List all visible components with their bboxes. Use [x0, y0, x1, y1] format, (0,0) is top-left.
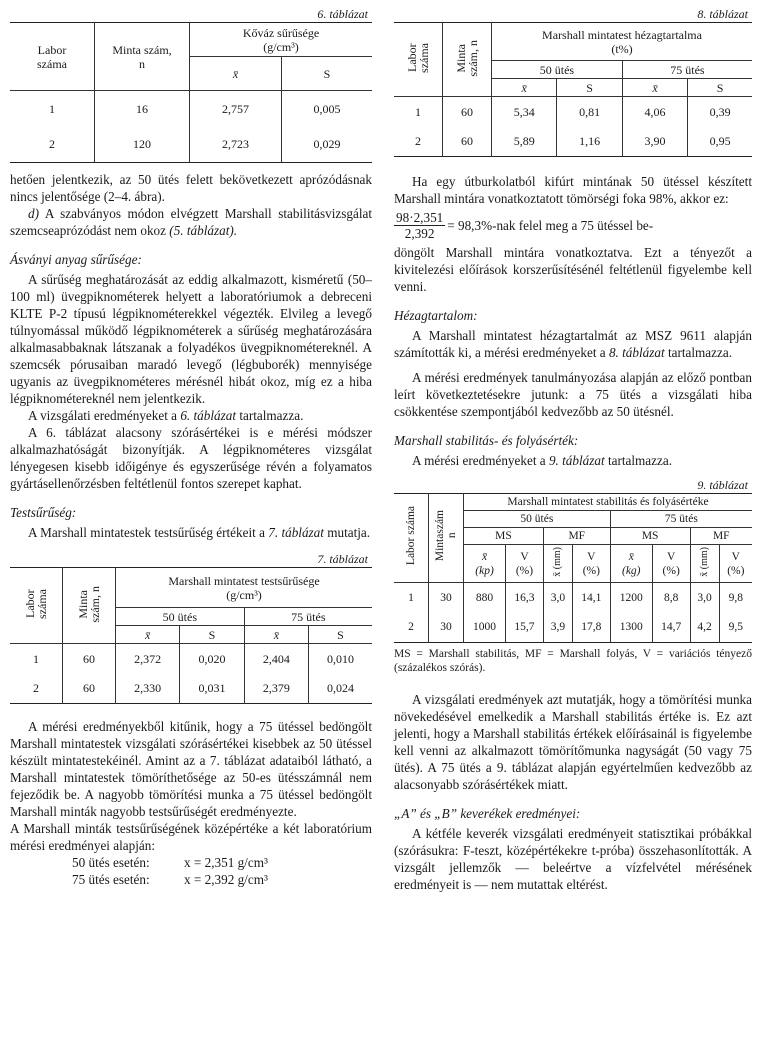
t6-cell: 2: [10, 127, 95, 163]
table-8-caption: 8. táblázat: [697, 7, 748, 21]
t9-cell: 880: [464, 583, 506, 613]
t8-header-minta: Minta szám, n: [454, 39, 480, 77]
t9-header-xkp: x̄ (kp): [475, 550, 494, 577]
paragraph: [10, 205, 372, 239]
t9-header-75: 75 ütés: [610, 511, 752, 528]
t8-header-x: x̄: [622, 79, 687, 97]
t9-cell: 1000: [464, 613, 506, 643]
t8-cell: 5,89: [492, 127, 557, 157]
t8-header-s: S: [688, 79, 752, 97]
table-7-caption: 7. táblázat: [317, 552, 368, 566]
t7-header-labor: Labor száma: [23, 589, 49, 619]
t9-cell: 30: [429, 583, 464, 613]
t8-header-x: x̄: [492, 79, 557, 97]
paragraph: döngölt Marshall mintára vonatkoztatva. Ezt a tényezőt a kivitelezési előírások korszerűsítésénél feltétlenül figyelembe kell venni.: [394, 245, 752, 294]
t6-cell: 0,029: [313, 137, 341, 152]
t7-cell: 2: [10, 674, 63, 704]
text-span: A Marshall mintatest hézagtartalmát az MSZ 9611 alapján számították ki, a mérési eredményeket a: [394, 328, 752, 360]
t8-cell: 0,95: [709, 134, 731, 149]
t9-header-xmm: x̄ (mm): [551, 546, 563, 577]
t7-header-minta: Minta szám, n: [76, 585, 102, 623]
table-7: [10, 567, 372, 704]
t8-cell: 5,34: [492, 97, 557, 127]
text-span: mutatja.: [323, 525, 371, 540]
t7-header-x: x̄: [244, 626, 308, 644]
t9-cell: 14,1: [572, 583, 610, 613]
t9-cell: 9,5: [728, 621, 744, 634]
t9-header-v: V (%): [662, 550, 680, 577]
t9-cell: 3,9: [543, 613, 572, 643]
result-row-50: [10, 854, 372, 871]
t7-cell: 2,379: [244, 674, 308, 704]
section-heading-ab: „A” és „B” keverékek eredményei:: [394, 806, 581, 821]
table-ref: (5. táblázat).: [169, 223, 238, 238]
paragraph: A Marshall minták testsűrűségének középértéke a két laboratórium mérési eredményei alapján:: [10, 821, 372, 853]
t6-header-labor: Labor száma: [37, 42, 67, 71]
t8-cell: 4,06: [622, 97, 687, 127]
t9-cell: 3,0: [690, 583, 719, 613]
fraction: [394, 210, 447, 241]
text-span: A szabványos módon elvégzett Marshall stabilitásvizsgálat szemcseaprózódást nem okoz: [10, 206, 372, 238]
t9-cell: 1200: [610, 583, 652, 613]
t9-header-group: Marshall mintatest stabilitás és folyásértéke: [464, 494, 753, 511]
t7-cell: 0,020: [180, 644, 244, 674]
t9-header-v: V (%): [582, 550, 600, 577]
t9-header-mf: MF: [690, 528, 752, 545]
t6-header-minta: Minta szám, n: [112, 42, 172, 71]
t7-cell: 0,010: [327, 651, 355, 666]
t7-header-s: S: [180, 626, 244, 644]
item-label: d): [28, 206, 39, 221]
t8-header-50: 50 ütés: [492, 61, 623, 79]
t7-header-x: x̄: [116, 626, 180, 644]
t8-header-group: Marshall mintatest hézagtartalma (t%): [542, 27, 702, 56]
table-9-caption: 9. táblázat: [697, 478, 748, 492]
t9-cell: 15,7: [506, 613, 544, 643]
t7-cell: 2,404: [244, 644, 308, 674]
t8-cell: 60: [443, 97, 492, 127]
paragraph: [10, 407, 372, 424]
t9-header-xkg: x̄ (kg): [621, 550, 641, 577]
t8-cell: 1,16: [557, 127, 622, 157]
t7-cell: 0,024: [327, 681, 355, 696]
t7-cell: 2,372: [116, 644, 180, 674]
t9-header-minta: Mintaszám n: [434, 510, 458, 562]
t7-header-s: S: [309, 626, 372, 644]
table-6: [10, 22, 372, 163]
t9-cell: 17,8: [572, 613, 610, 643]
paragraph: A mérési eredményekből kitűnik, hogy a 75 ütéssel bedöngölt Marshall mintatestek vizsgálati szórásértékei kisebbek az 50 ütéssel készült mintatestekéinél. Amint az a 7. táblázat adataiból látható, a Marshall mintatestek tömöríthetősége az 50-es ütésszámnál nem fejeződik be. A nagyobb tömörítési munka a 75 ütéssel bedöngölt Marshall minták nagyobb testsűrűségét eredményezte.: [10, 719, 372, 819]
paragraph: hetően jelentkezik, az 50 ütés felett bekövetkezett aprózódásnak nincs jelentősége (2–4. ábra).: [10, 172, 372, 204]
t9-header-labor: Labor száma: [405, 506, 417, 566]
t9-header-xmm: x̄ (mm): [698, 546, 710, 577]
t9-cell: 3,0: [543, 583, 572, 613]
t8-cell: 60: [443, 127, 492, 157]
paragraph: [394, 452, 752, 469]
paragraph: Ha egy útburkolatból kifúrt mintának 50 ütéssel készített Marshall mintára vonatkoztatott tömörségi foka 98%, akkor ez:: [394, 174, 752, 206]
t9-cell: 4,2: [690, 613, 719, 643]
t8-cell: 2: [394, 127, 443, 157]
fraction-stack: [394, 210, 445, 241]
table-ref: 6. táblázat: [180, 408, 237, 423]
t9-cell: 9,8: [728, 591, 744, 604]
t9-header-50: 50 ütés: [464, 511, 611, 528]
t9-header-v: V (%): [727, 550, 745, 577]
text-span: tartalmazza.: [664, 345, 732, 360]
t9-cell: 1300: [610, 613, 652, 643]
result-label: 75 ütés esetén:: [72, 872, 150, 887]
right-column: [394, 0, 752, 893]
table-9-note: MS = Marshall stabilitás, MF = Marshall folyás, V = variációs tényező (százalékos szórás).: [394, 648, 752, 674]
t6-header-group: Kőváz sűrűsége (g/cm³): [242, 25, 320, 54]
table-ref: 7. táblázat: [268, 525, 324, 540]
result-row-75: [10, 871, 372, 888]
t6-cell: 16: [95, 91, 190, 127]
t8-cell: 3,90: [622, 127, 687, 157]
t7-cell: 0,031: [180, 674, 244, 704]
text-span: tartalmazza.: [604, 453, 672, 468]
fraction-rest: = 98,3%-nak felel meg a 75 ütéssel be-: [447, 218, 654, 233]
t8-cell: 0,81: [557, 97, 622, 127]
t7-header-75: 75 ütés: [244, 608, 372, 626]
t6-cell: 2,757: [190, 91, 282, 127]
t7-header-50: 50 ütés: [116, 608, 245, 626]
result-label: 50 ütés esetén:: [72, 855, 150, 870]
t9-cell: 8,8: [652, 583, 690, 613]
t6-cell: 2,723: [190, 127, 282, 163]
fraction-denominator: 2,392: [404, 226, 435, 241]
t7-cell: 60: [63, 644, 116, 674]
table-8: [394, 22, 752, 157]
t9-header-ms: MS: [464, 528, 544, 545]
t7-header-group: Marshall mintatest testsűrűsége (g/cm³): [168, 573, 320, 602]
table-ref: 8. táblázat: [608, 345, 665, 360]
fraction-line: [394, 210, 752, 241]
paragraph: A kétféle keverék vizsgálati eredményeit statisztikai próbákkal (szórásukra: F-teszt, középértékekre t-próba) összehasonlították. A vizsgált jellemzők — beleértve a vízfelvétel mérésének eredményeit is — nem mutattak eltérést.: [394, 826, 752, 892]
paragraph: A mérési eredmények tanulmányozása alapján az előző pontban leírt következtetésekre jutunk: a 75 ütés a vizsgálati hiba csökkentése szempontjából kedvezőbb az 50 ütésnél.: [394, 370, 752, 419]
section-heading-asvanyi: Ásványi anyag sűrűsége:: [10, 252, 142, 267]
text-span: A Marshall mintatestek testsűrűség értékeit a: [28, 525, 269, 540]
t9-cell: 2: [394, 613, 429, 643]
t8-header-s: S: [557, 79, 622, 97]
t9-header-v: V (%): [515, 550, 534, 577]
t6-cell: 120: [95, 127, 190, 163]
paragraph: [10, 524, 372, 541]
paragraph: A sűrűség meghatározását az eddig alkalmazott, kisméretű (50–100 ml) üvegpiknométerek helyett a laboratóriumok a debreceni KLTE P-2 típusú légpiknométerekkel végezték. Elvileg a levegő túlnyomással működő légpiknométerek a sűrűség meghatározására alkalmasabbaknak látszanak a folyadékos üvegpiknométereknél. A szemcsék pórusaiban maradó levegő (légbuborék) mennyisége ugyanis az üvegpiknométeres mérésnél hibát okoz, míg ez a hiba légpiknométereknél nem jelentkezik.: [10, 272, 372, 406]
t8-header-labor: Labor száma: [405, 43, 431, 73]
t7-cell: 1: [10, 644, 63, 674]
text-span: A vizsgálati eredményeket a: [28, 408, 181, 423]
t9-header-ms: MS: [610, 528, 690, 545]
paragraph: A 6. táblázat alacsony szórásértékei is e mérési módszer alkalmazhatóságát bizonyítják. A légpiknométeres vizsgálat lényegesen kisebb időigénye és egyszerűsége révén a folyamatos gyártásellenőrzésben feltétlenül fontos szerepet kaphat.: [10, 425, 372, 491]
t6-cell: 0,005: [313, 101, 341, 116]
section-heading-hezag: Hézagtartalom:: [394, 308, 478, 323]
t7-cell: 2,330: [116, 674, 180, 704]
table-ref: 9. táblázat: [548, 453, 605, 468]
t9-cell: 1: [394, 583, 429, 613]
fraction-numerator: 98·2,351: [396, 210, 444, 225]
t6-cell: 1: [10, 91, 95, 127]
result-value: x = 2,392 g/cm³: [184, 872, 268, 887]
t7-cell: 60: [63, 674, 116, 704]
t8-cell: 0,39: [709, 104, 731, 119]
t9-cell: 30: [429, 613, 464, 643]
t9-cell: 14,7: [652, 613, 690, 643]
result-value: x = 2,351 g/cm³: [184, 855, 268, 870]
text-span: A mérési eredményeket a: [412, 453, 549, 468]
section-heading-stabilitas: Marshall stabilitás- és folyásérték:: [394, 433, 579, 448]
table-6-caption: 6. táblázat: [317, 7, 368, 21]
section-heading-testsuruseg: Testsűrűség:: [10, 505, 77, 520]
text-span: tartalmazza.: [236, 408, 304, 423]
t6-header-x: x̄: [190, 57, 282, 91]
t9-header-mf: MF: [543, 528, 610, 545]
paragraph: [394, 327, 752, 361]
left-column: [10, 0, 372, 888]
t8-header-75: 75 ütés: [622, 61, 752, 79]
table-9: [394, 493, 752, 643]
paragraph: A vizsgálati eredmények azt mutatják, hogy a tömörítési munka növekedésével emelkedik a Marshall stabilitás értéke is. Ez azt jelenti, hogy a Marshall stabilitás értékek előírásainál is figyelembe kell venni az alkalmazott tömörítőmunka nagyságát (50 vagy 75 ütés). A 75 ütés a 9. táblázat alapján egyértelműen kedvezőbb az alacsonyabb szórásértékek miatt.: [394, 692, 752, 792]
t8-cell: 1: [394, 97, 443, 127]
t6-header-s: S: [281, 57, 372, 91]
t9-cell: 16,3: [506, 583, 544, 613]
